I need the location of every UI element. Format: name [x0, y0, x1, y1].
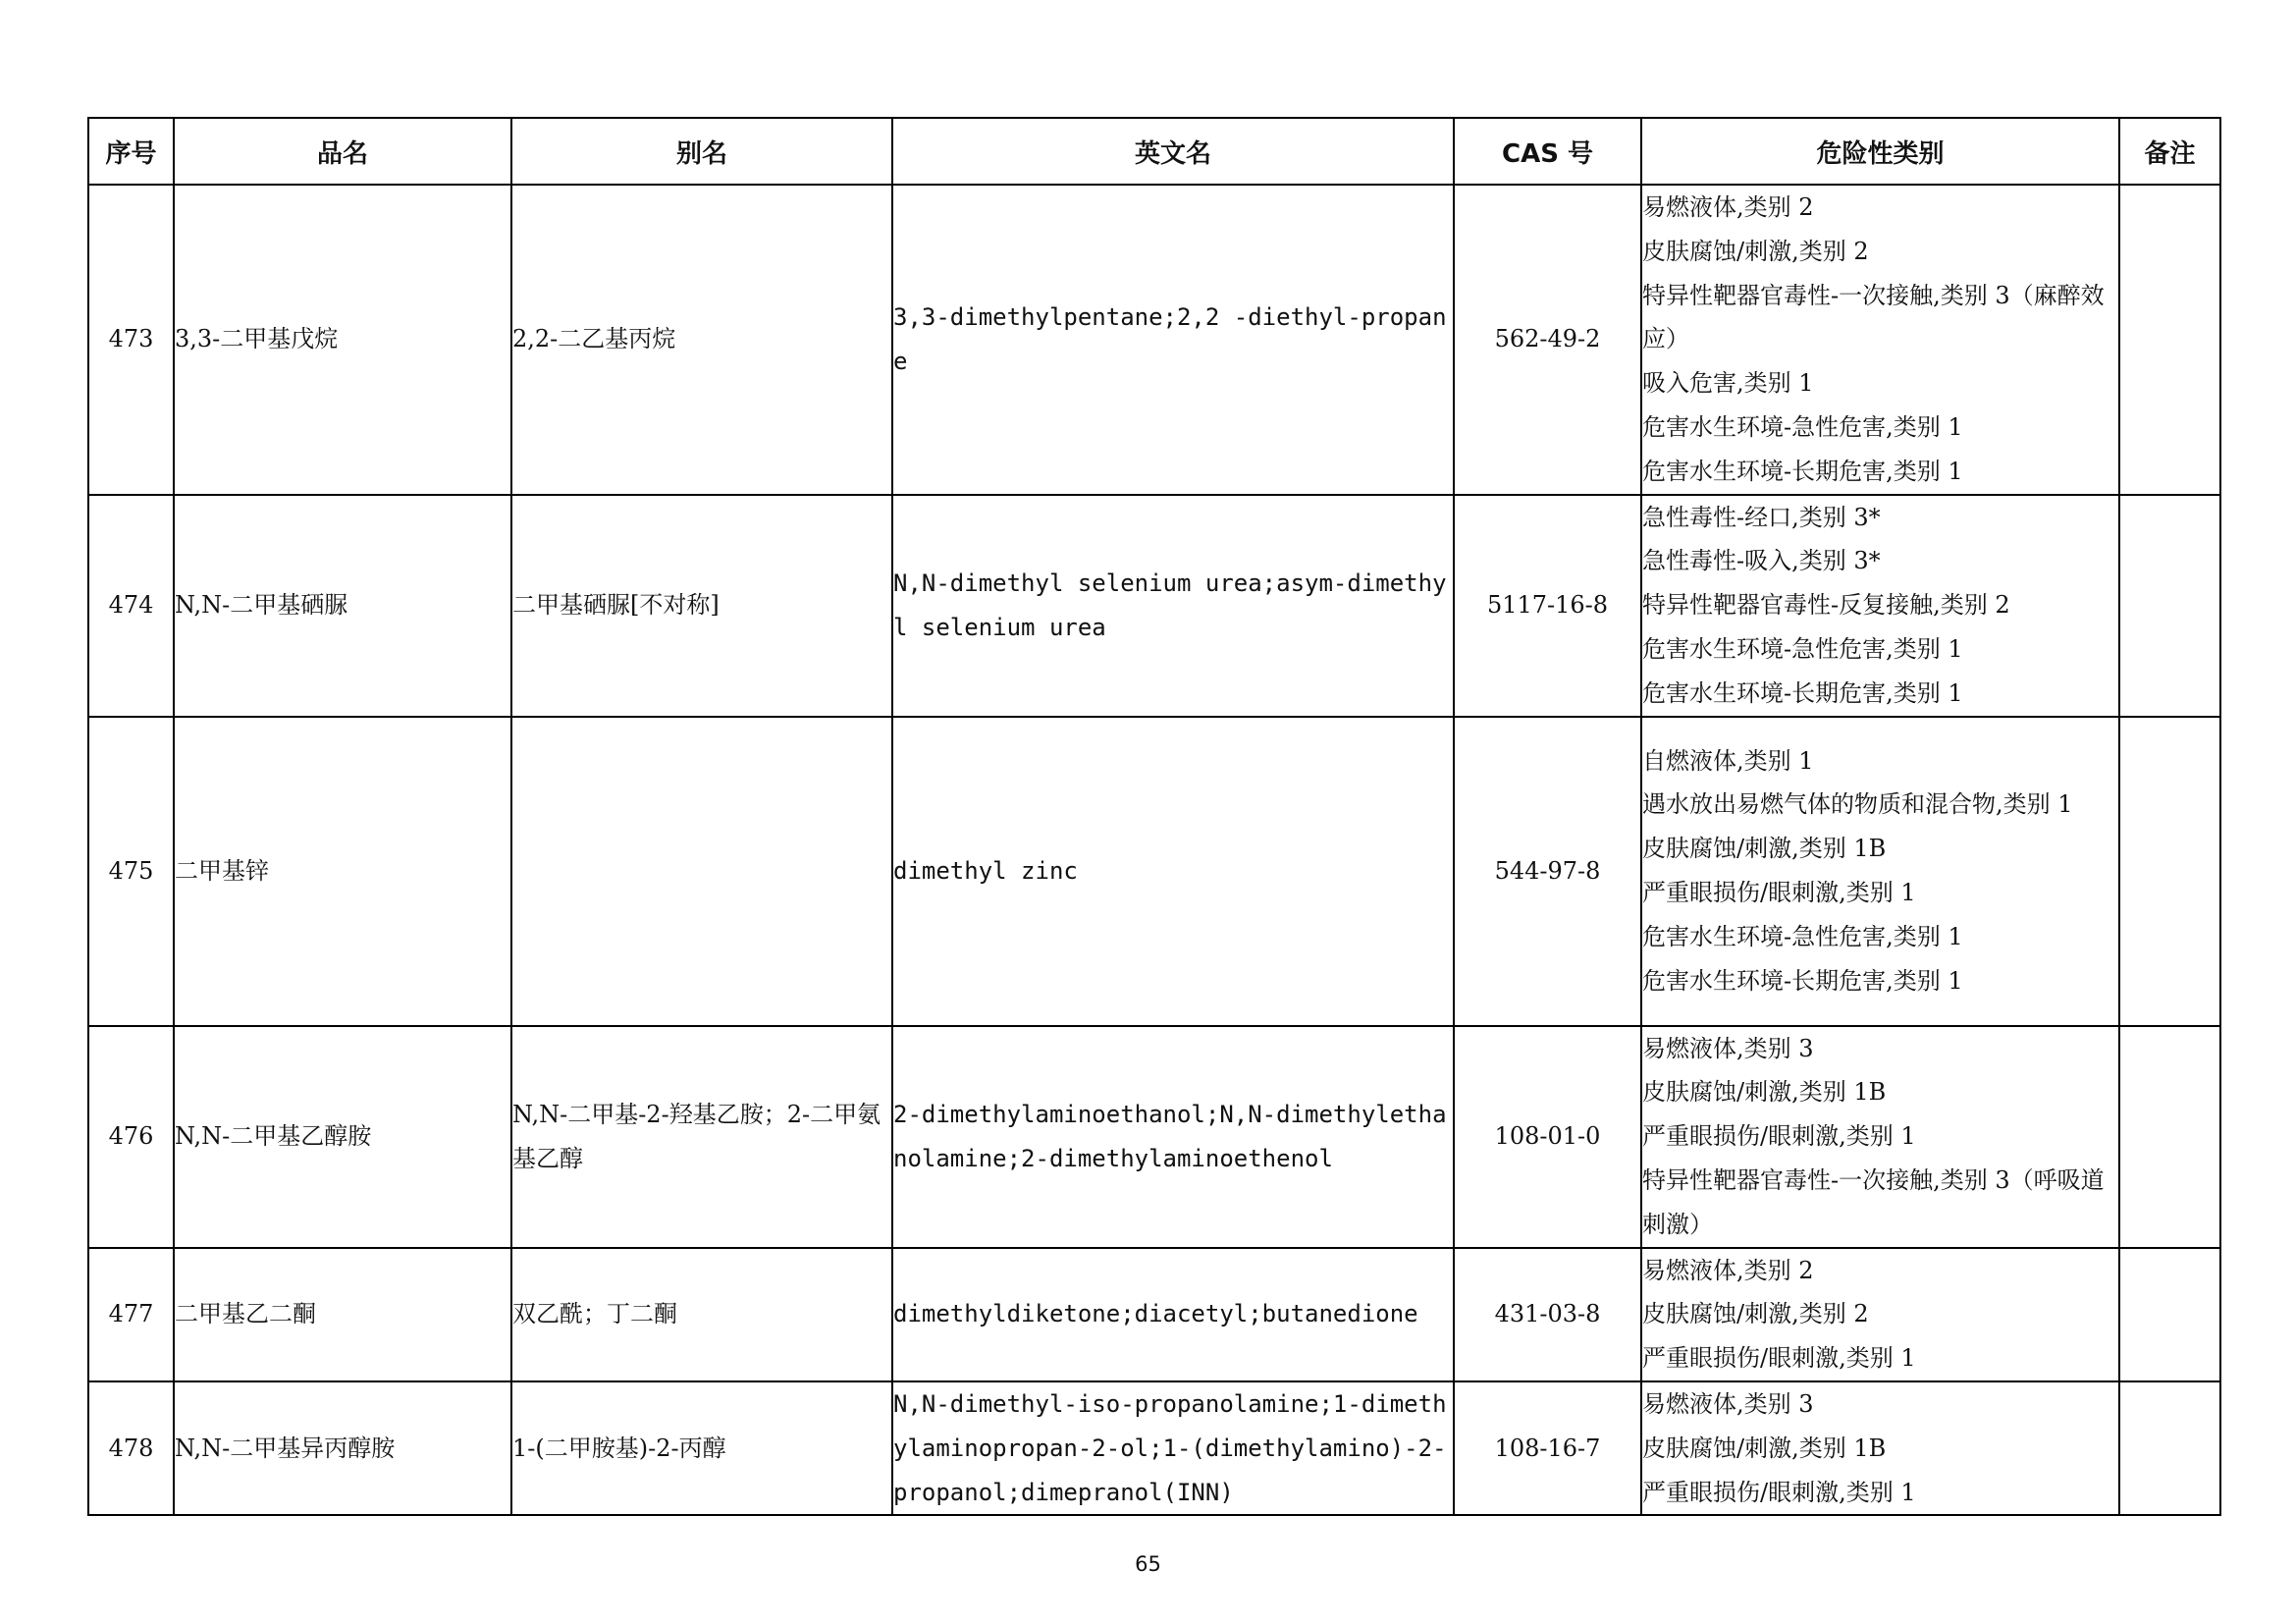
- cell-name: 二甲基乙二酮: [174, 1248, 511, 1381]
- cell-hazard: [1641, 185, 2119, 495]
- header-note: 备注: [2119, 118, 2220, 185]
- hazard-line: 皮肤腐蚀/刺激,类别 2: [1642, 237, 1869, 265]
- cell-no: 476: [88, 1026, 174, 1248]
- hazard-line: 自燃液体,类别 1: [1642, 746, 1814, 775]
- header-hazard: 危险性类别: [1641, 118, 2119, 185]
- hazard-line: 危害水生环境-长期危害,类别 1: [1642, 966, 1963, 995]
- cell-no: 475: [88, 717, 174, 1026]
- table-row: [88, 495, 2220, 717]
- cell-english-name: 2-dimethylaminoethanol;N,N-dimethylethanolamine;2-dimethylaminoethenol: [892, 1026, 1454, 1248]
- table-row: [88, 185, 2220, 495]
- header-cas: CAS 号: [1454, 118, 1641, 185]
- cell-note: [2119, 1381, 2220, 1515]
- cell-hazard: [1641, 1381, 2119, 1515]
- table-row: [88, 1026, 2220, 1248]
- hazard-line: 严重眼损伤/眼刺激,类别 1: [1642, 1344, 1916, 1373]
- hazard-line: 遇水放出易燃气体的物质和混合物,类别 1: [1642, 790, 2073, 819]
- hazard-line: 特异性靶器官毒性-一次接触,类别 3（麻醉效应）: [1642, 281, 2105, 353]
- hazard-line: 易燃液体,类别 2: [1642, 193, 1814, 221]
- cell-english-name: dimethyldiketone;diacetyl;butanedione: [892, 1248, 1454, 1381]
- cell-name: 二甲基锌: [174, 717, 511, 1026]
- header-english-name: 英文名: [892, 118, 1454, 185]
- cell-no: 473: [88, 185, 174, 495]
- cell-alias: 双乙酰；丁二酮: [511, 1248, 892, 1381]
- hazard-line: 危害水生环境-急性危害,类别 1: [1642, 922, 1963, 950]
- hazard-line: 吸入危害,类别 1: [1642, 369, 1814, 398]
- cell-alias: 1-(二甲胺基)-2-丙醇: [511, 1381, 892, 1515]
- cell-english-name: N,N-dimethyl-iso-propanolamine;1-dimethylaminopropan-2-ol;1-(dimethylamino)-2-propanol;dimepranol(INN): [892, 1381, 1454, 1515]
- hazard-line: 危害水生环境-急性危害,类别 1: [1642, 634, 1963, 663]
- header-name: 品名: [174, 118, 511, 185]
- cell-english-name: N,N-dimethyl selenium urea;asym-dimethyl selenium urea: [892, 495, 1454, 717]
- table-row: [88, 717, 2220, 1026]
- cell-name: N,N-二甲基乙醇胺: [174, 1026, 511, 1248]
- hazard-line: 皮肤腐蚀/刺激,类别 1B: [1642, 1078, 1887, 1107]
- hazard-line: 严重眼损伤/眼刺激,类别 1: [1642, 879, 1916, 907]
- hazard-line: 特异性靶器官毒性-一次接触,类别 3（呼吸道刺激）: [1642, 1165, 2105, 1238]
- cell-hazard: [1641, 1248, 2119, 1381]
- header-alias: 别名: [511, 118, 892, 185]
- table-header-row: [88, 118, 2220, 185]
- cell-note: [2119, 185, 2220, 495]
- hazard-line: 严重眼损伤/眼刺激,类别 1: [1642, 1122, 1916, 1151]
- cell-english-name: 3,3-dimethylpentane;2,2 -diethyl-propane: [892, 185, 1454, 495]
- cell-name: N,N-二甲基硒脲: [174, 495, 511, 717]
- hazard-line: 易燃液体,类别 3: [1642, 1389, 1814, 1418]
- cell-cas: 5117-16-8: [1454, 495, 1641, 717]
- cell-hazard: [1641, 717, 2119, 1026]
- cell-hazard: [1641, 1026, 2119, 1248]
- hazard-line: 危害水生环境-急性危害,类别 1: [1642, 412, 1963, 441]
- hazard-line: 严重眼损伤/眼刺激,类别 1: [1642, 1478, 1916, 1506]
- cell-hazard: [1641, 495, 2119, 717]
- hazard-line: 易燃液体,类别 2: [1642, 1256, 1814, 1284]
- hazard-line: 急性毒性-吸入,类别 3*: [1642, 547, 1881, 575]
- cell-note: [2119, 495, 2220, 717]
- cell-name: N,N-二甲基异丙醇胺: [174, 1381, 511, 1515]
- cell-note: [2119, 1026, 2220, 1248]
- hazard-line: 皮肤腐蚀/刺激,类别 1B: [1642, 1434, 1887, 1462]
- table-row: [88, 1381, 2220, 1515]
- cell-cas: 108-01-0: [1454, 1026, 1641, 1248]
- cell-alias: 2,2-二乙基丙烷: [511, 185, 892, 495]
- cell-alias: N,N-二甲基-2-羟基乙胺；2-二甲氨基乙醇: [511, 1026, 892, 1248]
- hazard-line: 危害水生环境-长期危害,类别 1: [1642, 457, 1963, 485]
- hazard-line: 皮肤腐蚀/刺激,类别 2: [1642, 1300, 1869, 1328]
- cell-english-name: dimethyl zinc: [892, 717, 1454, 1026]
- cell-name: 3,3-二甲基戊烷: [174, 185, 511, 495]
- cell-cas: 108-16-7: [1454, 1381, 1641, 1515]
- cell-cas: 544-97-8: [1454, 717, 1641, 1026]
- cell-cas: 562-49-2: [1454, 185, 1641, 495]
- cell-no: 478: [88, 1381, 174, 1515]
- table-body: [88, 185, 2220, 1515]
- hazard-line: 皮肤腐蚀/刺激,类别 1B: [1642, 835, 1887, 863]
- cell-note: [2119, 717, 2220, 1026]
- cell-alias: 二甲基硒脲[不对称]: [511, 495, 892, 717]
- hazard-line: 易燃液体,类别 3: [1642, 1034, 1814, 1062]
- header-no: 序号: [88, 118, 174, 185]
- cell-alias: [511, 717, 892, 1026]
- page-number: 65: [1135, 1552, 1161, 1576]
- hazard-line: 危害水生环境-长期危害,类别 1: [1642, 678, 1963, 707]
- cell-no: 477: [88, 1248, 174, 1381]
- cell-cas: 431-03-8: [1454, 1248, 1641, 1381]
- cell-no: 474: [88, 495, 174, 717]
- hazardous-chemicals-table: [87, 117, 2221, 1516]
- table-row: [88, 1248, 2220, 1381]
- cell-note: [2119, 1248, 2220, 1381]
- hazard-line: 特异性靶器官毒性-反复接触,类别 2: [1642, 591, 2010, 620]
- hazard-line: 急性毒性-经口,类别 3*: [1642, 503, 1881, 531]
